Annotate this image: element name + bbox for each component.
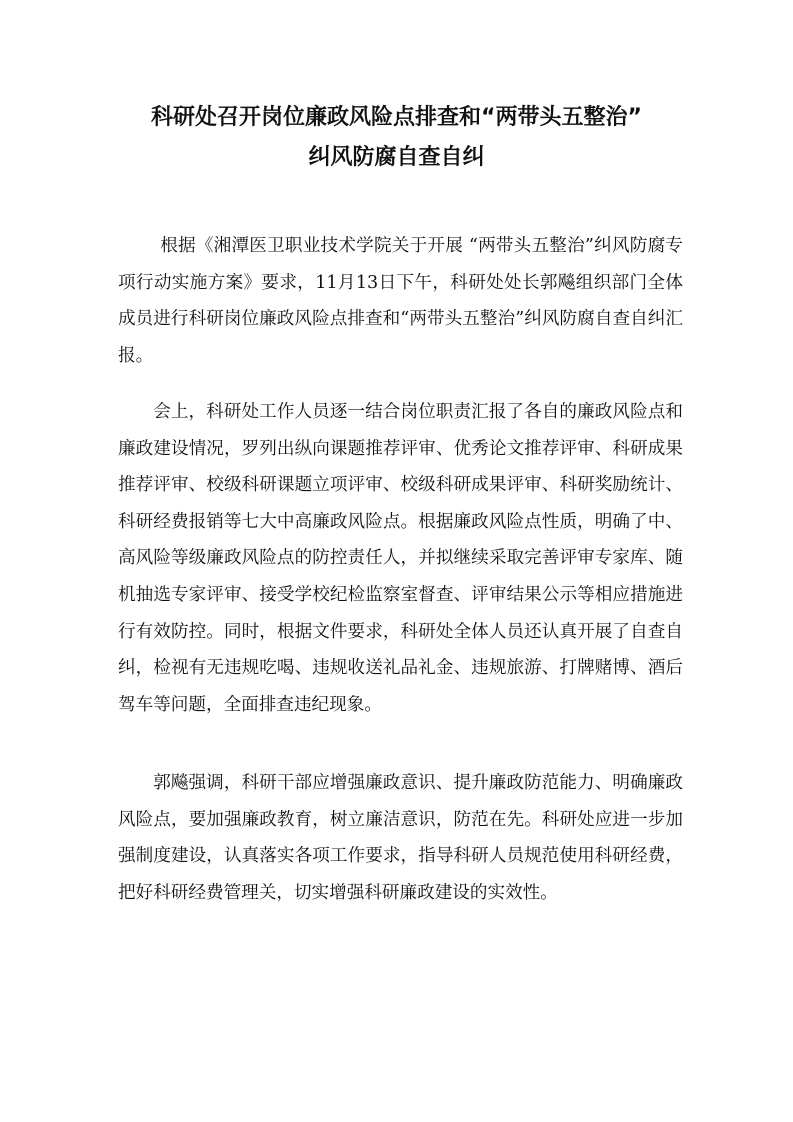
paragraph-1: 根据《湘潭医卫职业技术学院关于开展 “两带头五整治”纠风防腐专项行动实施方案》要求，11月13日下午，科研处处长郭飚组织部门全体成员进行科研岗位廉政风险点排查和“两带头五整治”纠风防腐自查自纠汇报。 xyxy=(118,236,683,366)
document-title-line-1: 科研处召开岗位廉政风险点排查和“两带头五整治” xyxy=(151,105,642,130)
paragraph-2: 会上，科研处工作人员逐一结合岗位职责汇报了各自的廉政风险点和廉政建设情况，罗列出纵向课题推荐评审、优秀论文推荐评审、科研成果推荐评审、校级科研课题立项评审、校级科研成果评审、科研奖励统计、科研经费报销等七大中高廉政风险点。根据廉政风险点性质，明确了中、高风险等级廉政风险点的防控责任人，并拟继续采取完善评审专家库、随机抽选专家评审、接受学校纪检监察室督查、评审结果公示等相应措施进行有效防控。同时，根据文件要求，科研处全体人员还认真开展了自查自纠，检视有无违规吃喝、违规收送礼品礼金、违规旅游、打牌赌博、酒后驾车等问题，全面排查违纪现象。 xyxy=(118,402,683,715)
document-title-line-2: 纠风防腐自查自纠 xyxy=(308,145,485,170)
paragraph-3: 郭飚强调，科研干部应增强廉政意识、提升廉政防范能力、明确廉政风险点，要加强廉政教育，树立廉洁意识，防范在先。科研处应进一步加强制度建设，认真落实各项工作要求，指导科研人员规范使用科研经费，把好科研经费管理关，切实增强科研廉政建设的实效性。 xyxy=(118,773,683,903)
